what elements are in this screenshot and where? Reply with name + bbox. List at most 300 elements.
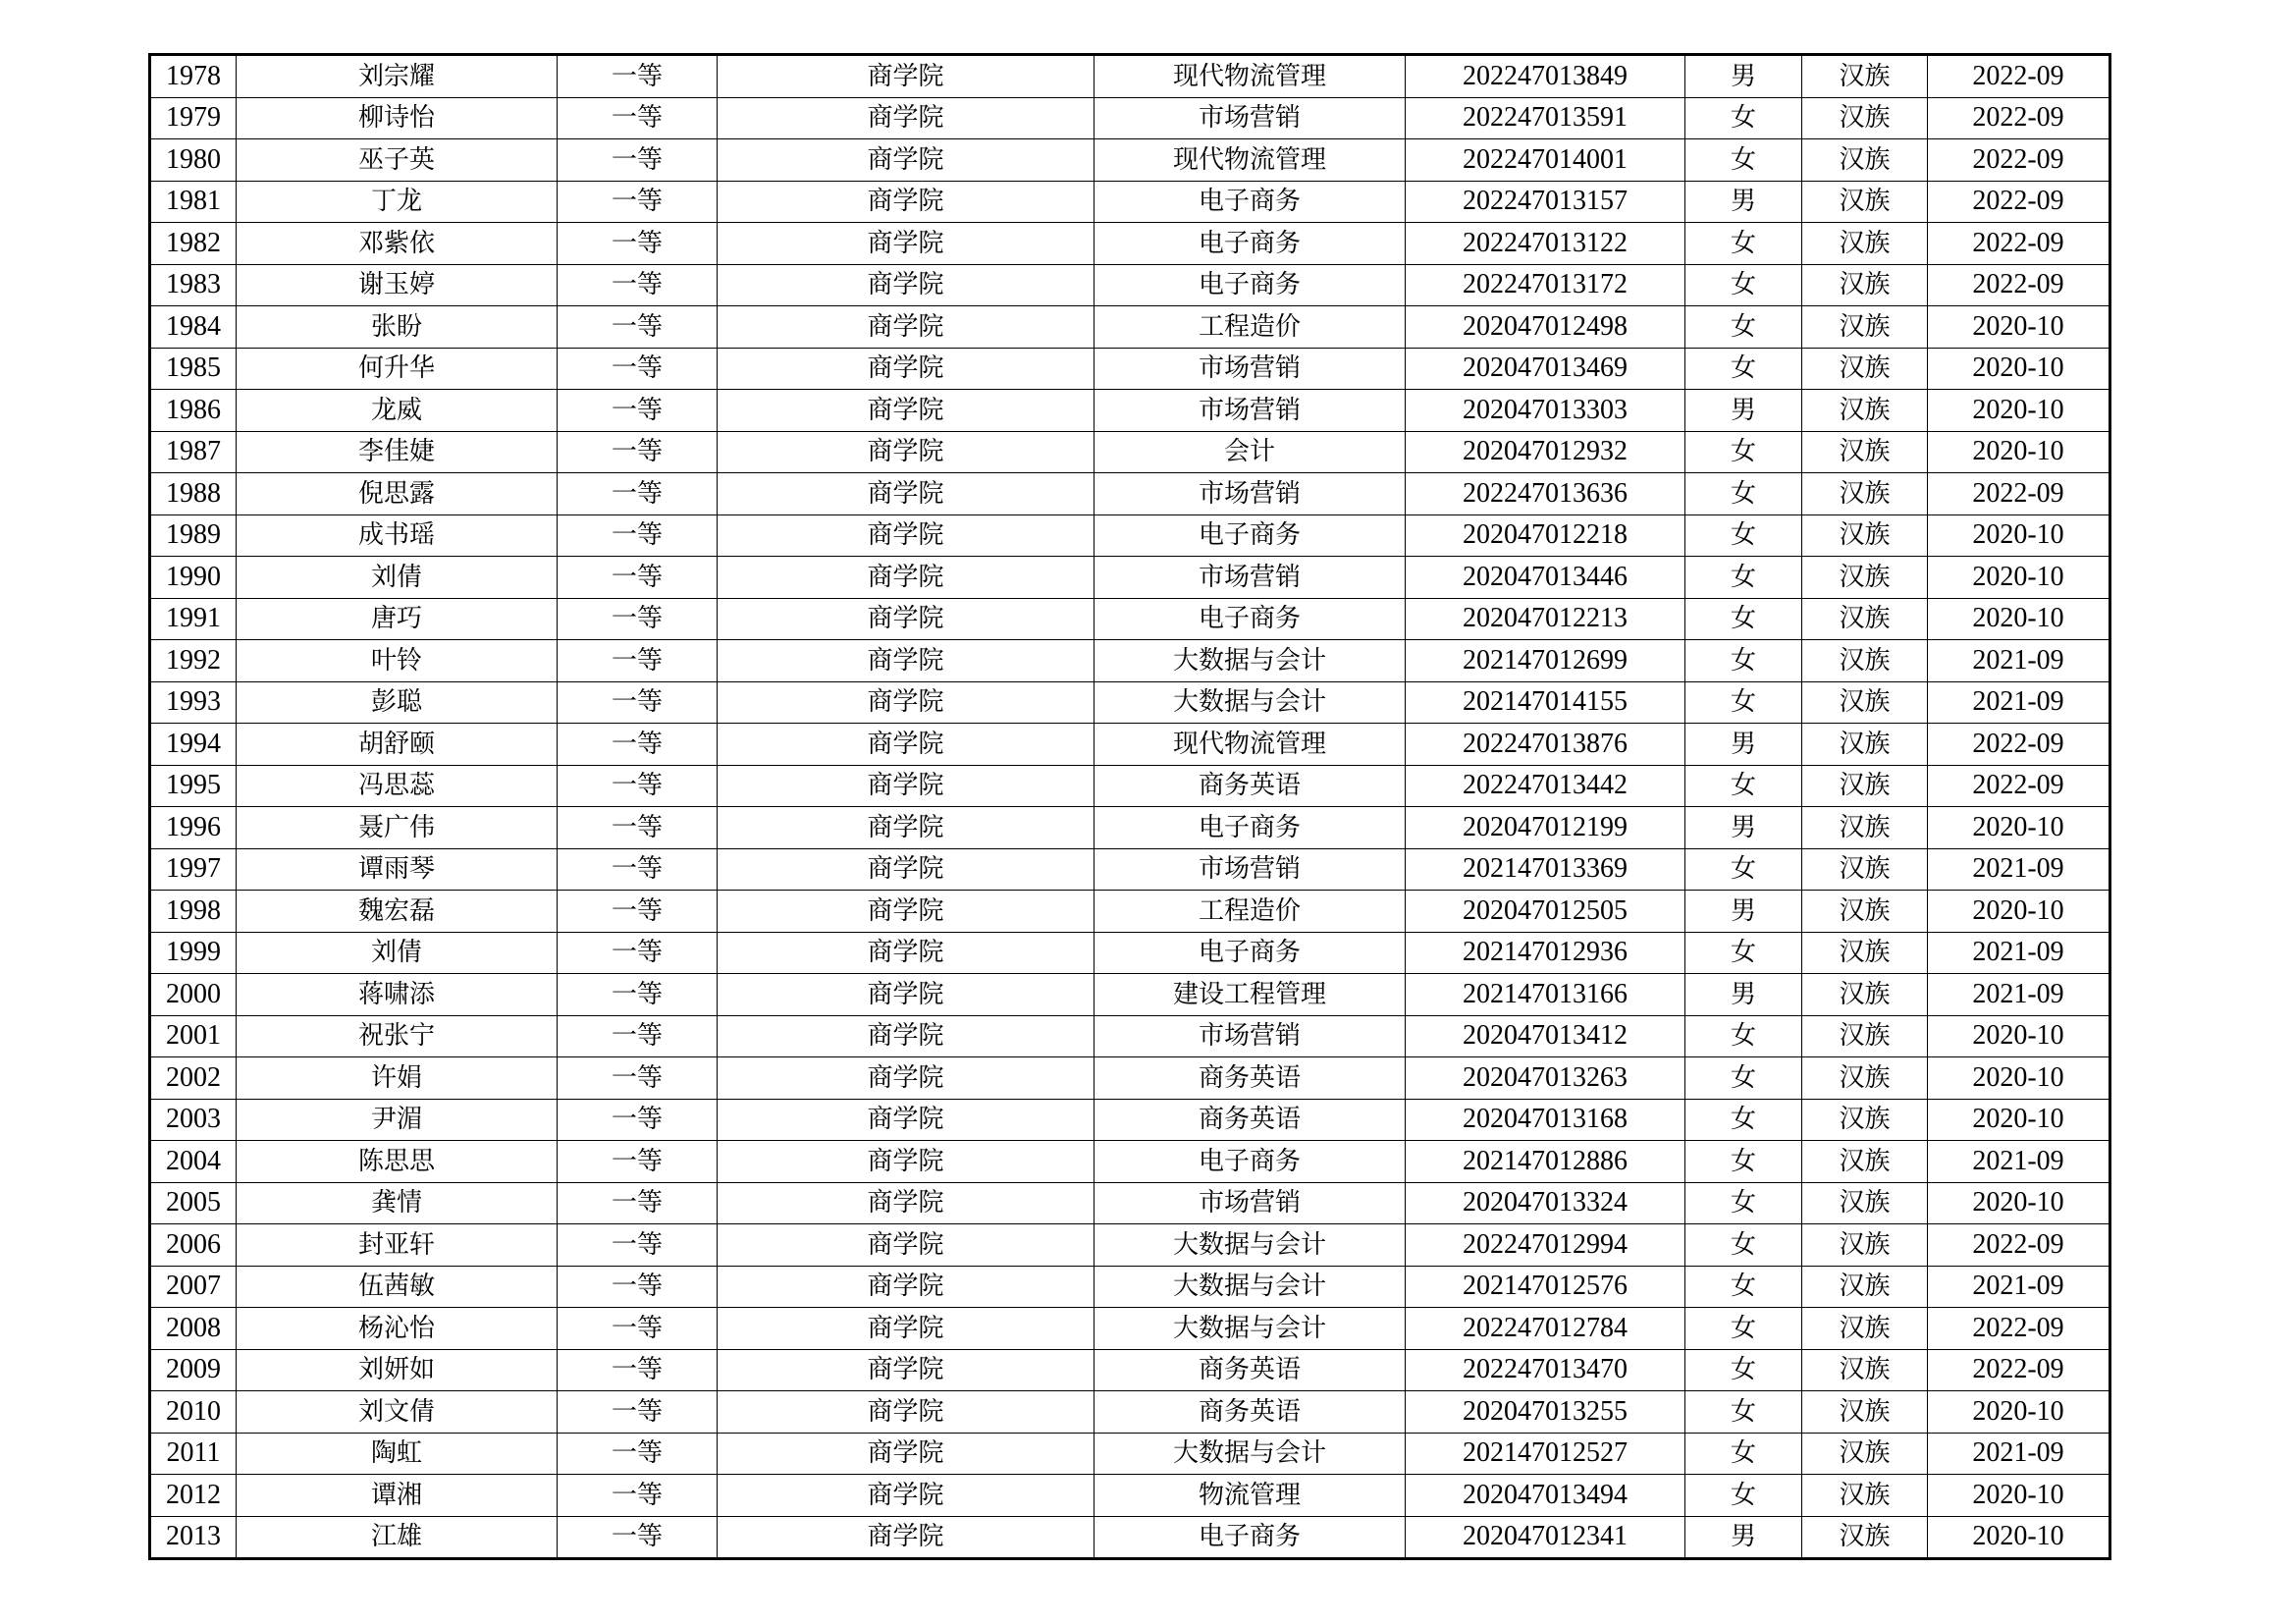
award-level-cell: 一等 — [558, 1015, 718, 1057]
table-row — [150, 1224, 2110, 1267]
college-cell: 商学院 — [718, 932, 1095, 974]
ethnicity-cell: 汉族 — [1802, 974, 1928, 1016]
table-row — [150, 1057, 2110, 1100]
enrollment-date-cell: 2020-10 — [1928, 557, 2110, 599]
table-row — [150, 1391, 2110, 1434]
gender-cell: 女 — [1685, 1308, 1802, 1350]
gender-cell: 女 — [1685, 223, 1802, 265]
ethnicity-cell: 汉族 — [1802, 1391, 1928, 1434]
award-level-cell: 一等 — [558, 598, 718, 640]
student-name-cell: 蒋啸添 — [237, 974, 558, 1016]
college-cell: 商学院 — [718, 55, 1095, 98]
major-cell: 商务英语 — [1095, 1099, 1406, 1141]
ethnicity-cell: 汉族 — [1802, 1266, 1928, 1308]
ethnicity-cell: 汉族 — [1802, 1308, 1928, 1350]
award-level-cell: 一等 — [558, 97, 718, 139]
scholarship-roster-table — [148, 53, 2111, 1560]
serial-number-cell: 2009 — [150, 1349, 237, 1391]
ethnicity-cell: 汉族 — [1802, 1099, 1928, 1141]
gender-cell: 女 — [1685, 97, 1802, 139]
gender-cell: 女 — [1685, 557, 1802, 599]
enrollment-date-cell: 2022-09 — [1928, 1349, 2110, 1391]
major-cell: 电子商务 — [1095, 514, 1406, 557]
serial-number-cell: 2002 — [150, 1057, 237, 1100]
serial-number-cell: 1989 — [150, 514, 237, 557]
serial-number-cell: 2000 — [150, 974, 237, 1016]
student-name-cell: 尹湄 — [237, 1099, 558, 1141]
ethnicity-cell: 汉族 — [1802, 306, 1928, 349]
student-name-cell: 刘文倩 — [237, 1391, 558, 1434]
college-cell: 商学院 — [718, 807, 1095, 849]
major-cell: 市场营销 — [1095, 1015, 1406, 1057]
student-name-cell: 龚情 — [237, 1182, 558, 1224]
student-id-cell: 202047013412 — [1406, 1015, 1685, 1057]
major-cell: 大数据与会计 — [1095, 681, 1406, 724]
award-level-cell: 一等 — [558, 348, 718, 390]
student-id-cell: 202247013122 — [1406, 223, 1685, 265]
student-id-cell: 202247012994 — [1406, 1224, 1685, 1267]
table-row — [150, 1308, 2110, 1350]
major-cell: 工程造价 — [1095, 891, 1406, 933]
award-level-cell: 一等 — [558, 514, 718, 557]
serial-number-cell: 1980 — [150, 139, 237, 182]
gender-cell: 男 — [1685, 390, 1802, 432]
award-level-cell: 一等 — [558, 681, 718, 724]
table-row — [150, 724, 2110, 766]
ethnicity-cell: 汉族 — [1802, 848, 1928, 891]
enrollment-date-cell: 2022-09 — [1928, 473, 2110, 515]
award-level-cell: 一等 — [558, 807, 718, 849]
student-id-cell: 202247013876 — [1406, 724, 1685, 766]
award-level-cell: 一等 — [558, 473, 718, 515]
table-row — [150, 681, 2110, 724]
serial-number-cell: 2008 — [150, 1308, 237, 1350]
ethnicity-cell: 汉族 — [1802, 681, 1928, 724]
serial-number-cell: 1985 — [150, 348, 237, 390]
enrollment-date-cell: 2020-10 — [1928, 1057, 2110, 1100]
college-cell: 商学院 — [718, 264, 1095, 306]
table-row — [150, 1099, 2110, 1141]
college-cell: 商学院 — [718, 306, 1095, 349]
award-level-cell: 一等 — [558, 139, 718, 182]
student-id-cell: 202147012576 — [1406, 1266, 1685, 1308]
table-row — [150, 1141, 2110, 1183]
gender-cell: 女 — [1685, 1224, 1802, 1267]
student-name-cell: 陈思思 — [237, 1141, 558, 1183]
table-row — [150, 306, 2110, 349]
award-level-cell: 一等 — [558, 1224, 718, 1267]
student-name-cell: 冯思蕊 — [237, 765, 558, 807]
enrollment-date-cell: 2022-09 — [1928, 139, 2110, 182]
major-cell: 会计 — [1095, 431, 1406, 473]
table-row — [150, 1266, 2110, 1308]
major-cell: 电子商务 — [1095, 1141, 1406, 1183]
enrollment-date-cell: 2021-09 — [1928, 1266, 2110, 1308]
college-cell: 商学院 — [718, 1015, 1095, 1057]
student-id-cell: 202047013263 — [1406, 1057, 1685, 1100]
gender-cell: 女 — [1685, 431, 1802, 473]
serial-number-cell: 1982 — [150, 223, 237, 265]
serial-number-cell: 2006 — [150, 1224, 237, 1267]
serial-number-cell: 1995 — [150, 765, 237, 807]
student-name-cell: 许娟 — [237, 1057, 558, 1100]
ethnicity-cell: 汉族 — [1802, 223, 1928, 265]
student-id-cell: 202247012784 — [1406, 1308, 1685, 1350]
college-cell: 商学院 — [718, 1308, 1095, 1350]
gender-cell: 女 — [1685, 1015, 1802, 1057]
student-id-cell: 202047012199 — [1406, 807, 1685, 849]
table-row — [150, 765, 2110, 807]
student-id-cell: 202247014001 — [1406, 139, 1685, 182]
major-cell: 大数据与会计 — [1095, 1433, 1406, 1475]
table-row — [150, 348, 2110, 390]
award-level-cell: 一等 — [558, 640, 718, 682]
major-cell: 市场营销 — [1095, 390, 1406, 432]
enrollment-date-cell: 2022-09 — [1928, 1224, 2110, 1267]
serial-number-cell: 2003 — [150, 1099, 237, 1141]
college-cell: 商学院 — [718, 348, 1095, 390]
student-id-cell: 202047012932 — [1406, 431, 1685, 473]
major-cell: 大数据与会计 — [1095, 1224, 1406, 1267]
serial-number-cell: 2011 — [150, 1433, 237, 1475]
serial-number-cell: 2010 — [150, 1391, 237, 1434]
roster-body — [150, 55, 2110, 1559]
enrollment-date-cell: 2020-10 — [1928, 390, 2110, 432]
college-cell: 商学院 — [718, 1516, 1095, 1559]
table-row — [150, 932, 2110, 974]
major-cell: 现代物流管理 — [1095, 55, 1406, 98]
gender-cell: 女 — [1685, 765, 1802, 807]
serial-number-cell: 1984 — [150, 306, 237, 349]
gender-cell: 女 — [1685, 598, 1802, 640]
student-name-cell: 祝张宁 — [237, 1015, 558, 1057]
enrollment-date-cell: 2022-09 — [1928, 765, 2110, 807]
serial-number-cell: 1991 — [150, 598, 237, 640]
gender-cell: 女 — [1685, 348, 1802, 390]
student-id-cell: 202147014155 — [1406, 681, 1685, 724]
ethnicity-cell: 汉族 — [1802, 514, 1928, 557]
table-row — [150, 264, 2110, 306]
student-name-cell: 陶虹 — [237, 1433, 558, 1475]
student-id-cell: 202047012218 — [1406, 514, 1685, 557]
serial-number-cell: 1988 — [150, 473, 237, 515]
enrollment-date-cell: 2020-10 — [1928, 514, 2110, 557]
serial-number-cell: 1987 — [150, 431, 237, 473]
serial-number-cell: 1983 — [150, 264, 237, 306]
table-row — [150, 1475, 2110, 1517]
student-name-cell: 江雄 — [237, 1516, 558, 1559]
student-id-cell: 202247013470 — [1406, 1349, 1685, 1391]
student-id-cell: 202147013166 — [1406, 974, 1685, 1016]
student-id-cell: 202247013591 — [1406, 97, 1685, 139]
student-name-cell: 彭聪 — [237, 681, 558, 724]
serial-number-cell: 2013 — [150, 1516, 237, 1559]
ethnicity-cell: 汉族 — [1802, 1475, 1928, 1517]
gender-cell: 女 — [1685, 306, 1802, 349]
gender-cell: 男 — [1685, 724, 1802, 766]
table-row — [150, 1349, 2110, 1391]
table-row — [150, 181, 2110, 223]
table-row — [150, 223, 2110, 265]
gender-cell: 女 — [1685, 932, 1802, 974]
award-level-cell: 一等 — [558, 848, 718, 891]
student-name-cell: 丁龙 — [237, 181, 558, 223]
enrollment-date-cell: 2022-09 — [1928, 55, 2110, 98]
ethnicity-cell: 汉族 — [1802, 765, 1928, 807]
college-cell: 商学院 — [718, 223, 1095, 265]
enrollment-date-cell: 2022-09 — [1928, 264, 2110, 306]
college-cell: 商学院 — [718, 681, 1095, 724]
college-cell: 商学院 — [718, 139, 1095, 182]
student-id-cell: 202147012886 — [1406, 1141, 1685, 1183]
student-id-cell: 202147012936 — [1406, 932, 1685, 974]
student-id-cell: 202047013255 — [1406, 1391, 1685, 1434]
student-name-cell: 成书瑶 — [237, 514, 558, 557]
student-name-cell: 杨沁怡 — [237, 1308, 558, 1350]
student-id-cell: 202047012341 — [1406, 1516, 1685, 1559]
major-cell: 市场营销 — [1095, 557, 1406, 599]
major-cell: 大数据与会计 — [1095, 1308, 1406, 1350]
gender-cell: 女 — [1685, 1182, 1802, 1224]
student-name-cell: 李佳婕 — [237, 431, 558, 473]
college-cell: 商学院 — [718, 1099, 1095, 1141]
student-name-cell: 谭湘 — [237, 1475, 558, 1517]
major-cell: 市场营销 — [1095, 848, 1406, 891]
ethnicity-cell: 汉族 — [1802, 181, 1928, 223]
award-level-cell: 一等 — [558, 1141, 718, 1183]
award-level-cell: 一等 — [558, 431, 718, 473]
major-cell: 商务英语 — [1095, 765, 1406, 807]
gender-cell: 女 — [1685, 640, 1802, 682]
ethnicity-cell: 汉族 — [1802, 1433, 1928, 1475]
student-id-cell: 202047013324 — [1406, 1182, 1685, 1224]
enrollment-date-cell: 2022-09 — [1928, 1308, 2110, 1350]
enrollment-date-cell: 2020-10 — [1928, 891, 2110, 933]
student-id-cell: 202047013469 — [1406, 348, 1685, 390]
serial-number-cell: 1997 — [150, 848, 237, 891]
enrollment-date-cell: 2022-09 — [1928, 181, 2110, 223]
college-cell: 商学院 — [718, 724, 1095, 766]
major-cell: 电子商务 — [1095, 807, 1406, 849]
enrollment-date-cell: 2021-09 — [1928, 681, 2110, 724]
ethnicity-cell: 汉族 — [1802, 348, 1928, 390]
major-cell: 现代物流管理 — [1095, 139, 1406, 182]
gender-cell: 女 — [1685, 139, 1802, 182]
student-id-cell: 202147012699 — [1406, 640, 1685, 682]
ethnicity-cell: 汉族 — [1802, 891, 1928, 933]
table-row — [150, 514, 2110, 557]
gender-cell: 女 — [1685, 473, 1802, 515]
college-cell: 商学院 — [718, 473, 1095, 515]
gender-cell: 女 — [1685, 1349, 1802, 1391]
enrollment-date-cell: 2022-09 — [1928, 223, 2110, 265]
table-row — [150, 473, 2110, 515]
gender-cell: 女 — [1685, 848, 1802, 891]
award-level-cell: 一等 — [558, 1266, 718, 1308]
major-cell: 电子商务 — [1095, 181, 1406, 223]
award-level-cell: 一等 — [558, 1308, 718, 1350]
student-name-cell: 何升华 — [237, 348, 558, 390]
major-cell: 大数据与会计 — [1095, 640, 1406, 682]
enrollment-date-cell: 2020-10 — [1928, 306, 2110, 349]
enrollment-date-cell: 2022-09 — [1928, 724, 2110, 766]
college-cell: 商学院 — [718, 974, 1095, 1016]
ethnicity-cell: 汉族 — [1802, 1182, 1928, 1224]
ethnicity-cell: 汉族 — [1802, 1349, 1928, 1391]
award-level-cell: 一等 — [558, 223, 718, 265]
ethnicity-cell: 汉族 — [1802, 1015, 1928, 1057]
gender-cell: 女 — [1685, 1141, 1802, 1183]
gender-cell: 女 — [1685, 1099, 1802, 1141]
student-id-cell: 202047013446 — [1406, 557, 1685, 599]
major-cell: 电子商务 — [1095, 932, 1406, 974]
table-row — [150, 598, 2110, 640]
enrollment-date-cell: 2020-10 — [1928, 1015, 2110, 1057]
serial-number-cell: 2012 — [150, 1475, 237, 1517]
college-cell: 商学院 — [718, 1391, 1095, 1434]
ethnicity-cell: 汉族 — [1802, 264, 1928, 306]
award-level-cell: 一等 — [558, 1057, 718, 1100]
student-id-cell: 202247013157 — [1406, 181, 1685, 223]
enrollment-date-cell: 2021-09 — [1928, 848, 2110, 891]
student-name-cell: 刘宗耀 — [237, 55, 558, 98]
award-level-cell: 一等 — [558, 891, 718, 933]
student-id-cell: 202147013369 — [1406, 848, 1685, 891]
college-cell: 商学院 — [718, 1266, 1095, 1308]
college-cell: 商学院 — [718, 640, 1095, 682]
student-name-cell: 龙威 — [237, 390, 558, 432]
student-name-cell: 封亚轩 — [237, 1224, 558, 1267]
college-cell: 商学院 — [718, 390, 1095, 432]
college-cell: 商学院 — [718, 97, 1095, 139]
student-name-cell: 刘倩 — [237, 557, 558, 599]
serial-number-cell: 1992 — [150, 640, 237, 682]
serial-number-cell: 1981 — [150, 181, 237, 223]
award-level-cell: 一等 — [558, 557, 718, 599]
serial-number-cell: 1978 — [150, 55, 237, 98]
student-name-cell: 刘妍如 — [237, 1349, 558, 1391]
award-level-cell: 一等 — [558, 1099, 718, 1141]
enrollment-date-cell: 2020-10 — [1928, 348, 2110, 390]
college-cell: 商学院 — [718, 181, 1095, 223]
table-row — [150, 1516, 2110, 1559]
student-name-cell: 魏宏磊 — [237, 891, 558, 933]
student-id-cell: 202047013168 — [1406, 1099, 1685, 1141]
college-cell: 商学院 — [718, 891, 1095, 933]
college-cell: 商学院 — [718, 1433, 1095, 1475]
table-row — [150, 1433, 2110, 1475]
award-level-cell: 一等 — [558, 724, 718, 766]
table-row — [150, 807, 2110, 849]
student-name-cell: 谭雨琴 — [237, 848, 558, 891]
award-level-cell: 一等 — [558, 55, 718, 98]
gender-cell: 女 — [1685, 1391, 1802, 1434]
gender-cell: 男 — [1685, 807, 1802, 849]
serial-number-cell: 1986 — [150, 390, 237, 432]
enrollment-date-cell: 2020-10 — [1928, 431, 2110, 473]
student-id-cell: 202247013442 — [1406, 765, 1685, 807]
enrollment-date-cell: 2021-09 — [1928, 932, 2110, 974]
college-cell: 商学院 — [718, 1224, 1095, 1267]
award-level-cell: 一等 — [558, 1516, 718, 1559]
award-level-cell: 一等 — [558, 181, 718, 223]
major-cell: 工程造价 — [1095, 306, 1406, 349]
serial-number-cell: 1998 — [150, 891, 237, 933]
ethnicity-cell: 汉族 — [1802, 390, 1928, 432]
enrollment-date-cell: 2022-09 — [1928, 97, 2110, 139]
enrollment-date-cell: 2020-10 — [1928, 1391, 2110, 1434]
table-row — [150, 557, 2110, 599]
student-id-cell: 202247013849 — [1406, 55, 1685, 98]
table-row — [150, 974, 2110, 1016]
award-level-cell: 一等 — [558, 932, 718, 974]
ethnicity-cell: 汉族 — [1802, 139, 1928, 182]
student-id-cell: 202147012527 — [1406, 1433, 1685, 1475]
ethnicity-cell: 汉族 — [1802, 640, 1928, 682]
table-row — [150, 431, 2110, 473]
student-name-cell: 倪思露 — [237, 473, 558, 515]
ethnicity-cell: 汉族 — [1802, 724, 1928, 766]
serial-number-cell: 2001 — [150, 1015, 237, 1057]
ethnicity-cell: 汉族 — [1802, 97, 1928, 139]
award-level-cell: 一等 — [558, 306, 718, 349]
table-row — [150, 891, 2110, 933]
student-name-cell: 伍茜敏 — [237, 1266, 558, 1308]
enrollment-date-cell: 2021-09 — [1928, 974, 2110, 1016]
college-cell: 商学院 — [718, 848, 1095, 891]
ethnicity-cell: 汉族 — [1802, 55, 1928, 98]
student-name-cell: 邓紫依 — [237, 223, 558, 265]
serial-number-cell: 1990 — [150, 557, 237, 599]
award-level-cell: 一等 — [558, 974, 718, 1016]
college-cell: 商学院 — [718, 557, 1095, 599]
gender-cell: 女 — [1685, 1475, 1802, 1517]
gender-cell: 男 — [1685, 55, 1802, 98]
major-cell: 大数据与会计 — [1095, 1266, 1406, 1308]
major-cell: 电子商务 — [1095, 598, 1406, 640]
serial-number-cell: 2007 — [150, 1266, 237, 1308]
student-name-cell: 刘倩 — [237, 932, 558, 974]
gender-cell: 女 — [1685, 264, 1802, 306]
student-name-cell: 唐巧 — [237, 598, 558, 640]
award-level-cell: 一等 — [558, 1391, 718, 1434]
major-cell: 电子商务 — [1095, 264, 1406, 306]
college-cell: 商学院 — [718, 1057, 1095, 1100]
ethnicity-cell: 汉族 — [1802, 1057, 1928, 1100]
major-cell: 电子商务 — [1095, 223, 1406, 265]
college-cell: 商学院 — [718, 514, 1095, 557]
gender-cell: 女 — [1685, 1266, 1802, 1308]
major-cell: 市场营销 — [1095, 473, 1406, 515]
serial-number-cell: 1994 — [150, 724, 237, 766]
major-cell: 现代物流管理 — [1095, 724, 1406, 766]
major-cell: 市场营销 — [1095, 348, 1406, 390]
ethnicity-cell: 汉族 — [1802, 557, 1928, 599]
ethnicity-cell: 汉族 — [1802, 473, 1928, 515]
table-row — [150, 55, 2110, 98]
student-name-cell: 张盼 — [237, 306, 558, 349]
enrollment-date-cell: 2021-09 — [1928, 1433, 2110, 1475]
major-cell: 电子商务 — [1095, 1516, 1406, 1559]
award-level-cell: 一等 — [558, 1182, 718, 1224]
table-row — [150, 390, 2110, 432]
major-cell: 商务英语 — [1095, 1391, 1406, 1434]
gender-cell: 女 — [1685, 1433, 1802, 1475]
serial-number-cell: 2005 — [150, 1182, 237, 1224]
gender-cell: 男 — [1685, 181, 1802, 223]
student-name-cell: 胡舒颐 — [237, 724, 558, 766]
table-row — [150, 139, 2110, 182]
